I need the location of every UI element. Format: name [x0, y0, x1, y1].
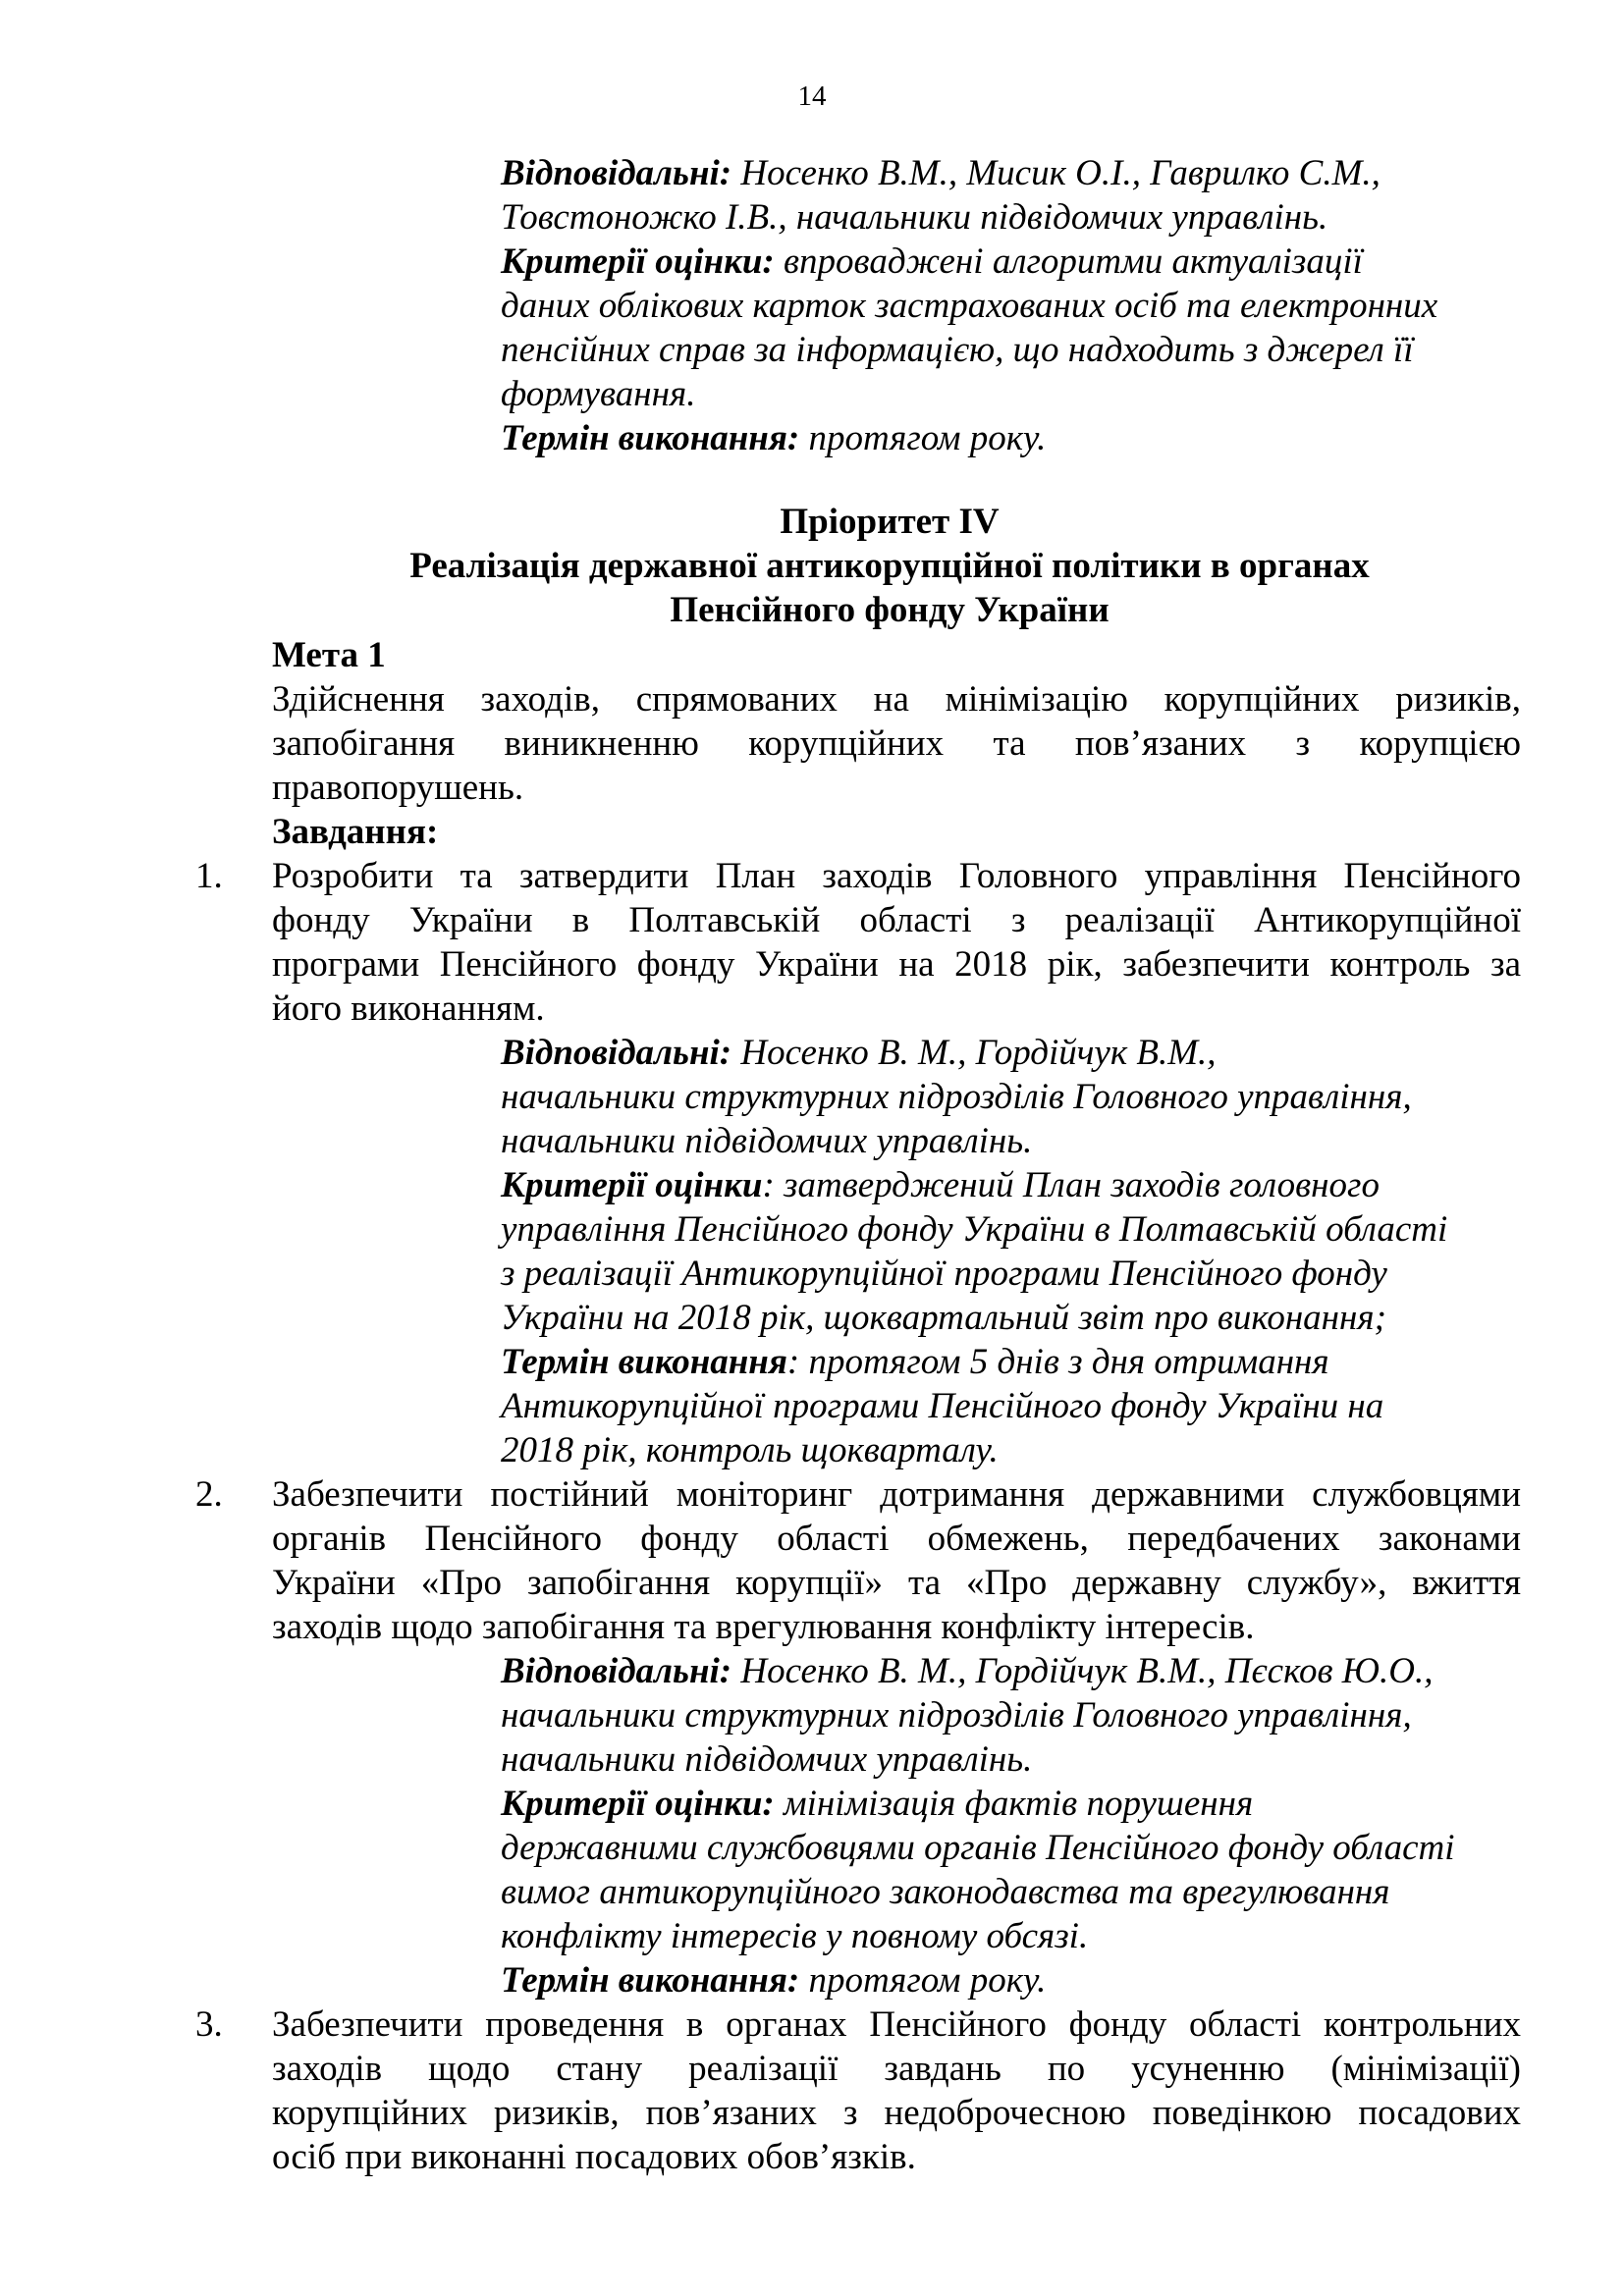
term-line — [501, 416, 1522, 460]
term-text: протягом року. — [799, 1960, 1047, 2001]
criteria-label: Критерії оцінки: — [501, 1784, 775, 1824]
responsible-text: Носенко В.М., Мисик О.І., Гаврилко С.М., — [731, 153, 1380, 193]
criteria-line: даних облікових карток застрахованих осіб та електронних — [501, 286, 1438, 326]
priority-heading — [271, 500, 1508, 632]
term-text: : протягом 5 днів з дня отримання — [786, 1342, 1329, 1382]
task-text-line: органів Пенсійного фонду області обмежень, передбачених законами — [272, 1519, 1521, 1559]
criteria-line: з реалізації Антикорупційної програми Пенсійного фонду — [501, 1254, 1387, 1294]
priority-subtitle: Пенсійного фонду України — [670, 590, 1110, 630]
term-label: Термін виконання — [501, 1342, 787, 1382]
responsible-line: начальники структурних підрозділів Головного управління, — [501, 1077, 1412, 1117]
term-label: Термін виконання: — [501, 1960, 800, 2001]
criteria-line — [501, 240, 1522, 284]
goal-text-line: правопорушень. — [272, 768, 524, 808]
task-number: 2. — [195, 1474, 223, 1515]
criteria-line: формування. — [501, 374, 696, 414]
responsible-line: начальники структурних підрозділів Головного управління, — [501, 1695, 1412, 1735]
responsible-line: начальники підвідомчих управлінь. — [501, 1739, 1033, 1780]
responsible-line — [501, 1649, 1522, 1693]
tasks-label: Завдання: — [272, 812, 439, 852]
task-text-line: корупційних ризиків, пов’язаних з недоброчесною поведінкою посадових — [272, 2093, 1521, 2133]
goal-section — [272, 633, 1521, 854]
criteria-label: Критерії оцінки — [501, 1165, 763, 1205]
task-item — [272, 1472, 1521, 1649]
term-text: протягом року. — [799, 418, 1047, 458]
criteria-text: : затверджений План заходів головного — [762, 1165, 1380, 1205]
task-text-line: Забезпечити проведення в органах Пенсійного фонду області контрольних — [272, 2004, 1521, 2045]
task-text-line: України «Про запобігання корупції» та «Про державну службу», вжиття — [272, 1563, 1521, 1603]
goal-label: Мета 1 — [272, 635, 386, 675]
task-text-line: заходів щодо запобігання та врегулювання конфлікту інтересів. — [272, 1607, 1255, 1647]
task-text-line: фонду України в Полтавській області з реалізації Антикорупційної — [272, 900, 1521, 940]
criteria-line: України на 2018 рік, щоквартальний звіт про виконання; — [501, 1298, 1386, 1338]
task-details — [501, 1649, 1522, 2002]
criteria-line: вимог антикорупційного законодавства та врегулювання — [501, 1872, 1390, 1912]
criteria-line: конфлікту інтересів у повному обсязі. — [501, 1916, 1089, 1956]
task-text-line: Забезпечити постійний моніторинг дотримання державними службовцями — [272, 1474, 1521, 1515]
responsible-line — [501, 1031, 1522, 1075]
criteria-label: Критерії оцінки: — [501, 241, 775, 282]
responsible-line: начальники підвідомчих управлінь. — [501, 1121, 1033, 1161]
task-details — [501, 1031, 1522, 1472]
term-line: Антикорупційної програми Пенсійного фонду України на — [501, 1386, 1384, 1426]
task-text-line: Розробити та затвердити План заходів Головного управління Пенсійного — [272, 856, 1521, 896]
criteria-text: мінімізація фактів порушення — [774, 1784, 1254, 1824]
criteria-line: управління Пенсійного фонду України в Полтавській області — [501, 1209, 1448, 1250]
page-number: 14 — [797, 80, 827, 112]
responsible-line: Товстоножко І.В., начальники підвідомчих управлінь. — [501, 197, 1328, 238]
task-number: 1. — [195, 856, 223, 896]
task-text-line: осіб при виконанні посадових обов’язків. — [272, 2137, 916, 2177]
responsible-label: Відповідальні: — [501, 153, 732, 193]
term-line: 2018 рік, контроль щокварталу. — [501, 1430, 999, 1470]
task-text-line: програми Пенсійного фонду України на 2018 рік, забезпечити контроль за — [272, 944, 1521, 985]
responsible-text: Носенко В. М., Гордійчук В.М., — [731, 1033, 1217, 1073]
term-label: Термін виконання: — [501, 418, 800, 458]
responsible-text: Носенко В. М., Гордійчук В.М., Пєсков Ю.О., — [731, 1651, 1434, 1691]
task-text-line: його виконанням. — [272, 988, 545, 1029]
responsible-label: Відповідальні: — [501, 1033, 732, 1073]
criteria-line: державними службовцями органів Пенсійного фонду області — [501, 1828, 1455, 1868]
responsible-line — [501, 151, 1522, 195]
criteria-text: впроваджені алгоритми актуалізації — [774, 241, 1363, 282]
criteria-line: пенсійних справ за інформацією, що надходить з джерел її — [501, 330, 1414, 370]
term-line — [501, 1958, 1522, 2002]
intro-block — [501, 151, 1522, 460]
priority-title: Пріоритет IV — [780, 502, 1000, 542]
criteria-line — [501, 1782, 1522, 1826]
criteria-line — [501, 1163, 1522, 1207]
goal-text-line: Здійснення заходів, спрямованих на мінімізацію корупційних ризиків, — [272, 679, 1521, 720]
term-line — [501, 1340, 1522, 1384]
task-number: 3. — [195, 2004, 223, 2045]
task-item — [272, 854, 1521, 1031]
task-text-line: заходів щодо стану реалізації завдань по усуненню (мінімізації) — [272, 2049, 1521, 2089]
goal-text-line: запобігання виникненню корупційних та пов’язаних з корупцією — [272, 723, 1521, 764]
task-item — [272, 2002, 1521, 2179]
priority-subtitle: Реалізація державної антикорупційної політики в органах — [409, 546, 1370, 586]
responsible-label: Відповідальні: — [501, 1651, 732, 1691]
